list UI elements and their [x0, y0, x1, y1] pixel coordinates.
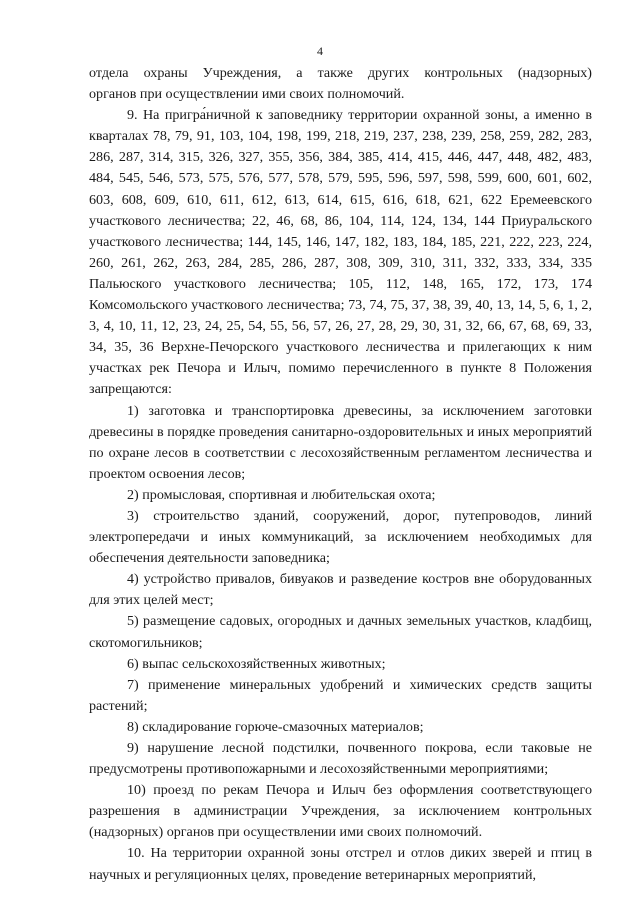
section-9-item-9: 9) нарушение лесной подстилки, почвенного покрова, если таковые не предусмотрены противопожарными и лесохозяйственными мероприятиями;	[89, 740, 592, 778]
section-9-item-6: 6) выпас сельскохозяйственных животных;	[127, 655, 386, 672]
section-9-intro: 9. На пригра́ничной к заповеднику территории охранной зоны, а именно в кварталах 78, 79, 91, 103, 104, 198, 199, 218, 219, 237, 238, 239, 258, 259, 282, 283, 286, 287, 314, 315, 326, 327, 355, 356, 384, 385, 414, 415, 446, 447, 448, 482, 483, 484, 545, 546, 573, 575, 576, 577, 578, 579, 595, 596, 597, 598, 599, 600, 601, 602, 603, 608, 609, 610, 611, 612, 613, 614, 615, 616, 618, 621, 622 Еремеевского участкового лесничества; 22, 46, 68, 86, 104, 114, 124, 134, 144 Приуральского участкового лесничества; 144, 145, 146, 147, 182, 183, 184, 185, 221, 222, 223, 224, 260, 261, 262, 263, 284, 285, 286, 287, 308, 309, 310, 311, 332, 333, 334, 335 Пальюского участкового лесничества; 105, 112, 148, 165, 172, 173, 174 Комсомольского участкового лесничества; 73, 74, 75, 37, 38, 39, 40, 13, 14, 5, 6, 1, 2, 3, 4, 10, 11, 12, 23, 24, 25, 54, 55, 56, 57, 26, 27, 28, 29, 30, 31, 32, 66, 67, 68, 69, 33, 34, 35, 36 Верхне-Печорского участкового лесничества и прилегающих к ним участках рек Печора и Илыч, помимо перечисленного в пункте 8 Положения запрещаются:	[89, 107, 592, 398]
continuation-line-1: отдела охраны Учреждения, а также других контрольных (надзорных)	[89, 65, 592, 81]
section-9-item-1: 1) заготовка и транспортировка древесины, за исключением заготовки древесины в порядке проведения санитарно-оздоровительных и иных мероприятий по охране лесов в соответствии с лесохозяйственным регламентом лесничества и проектом освоения лесов;	[89, 402, 592, 482]
section-9-item-4: 4) устройство привалов, бивуаков и разведение костров вне оборудованных для этих целей мест;	[89, 571, 592, 609]
section-9-item-2: 2) промысловая, спортивная и любительская охота;	[127, 486, 436, 503]
page-number: 4	[317, 44, 323, 58]
section-10-text: 10. На территории охранной зоны отстрел и отлов диких зверей и птиц в научных и регуляционных целях, проведение ветеринарных мероприятий,	[89, 845, 592, 883]
continuation-paragraph	[89, 63, 592, 105]
section-9-item-8: 8) складирование горюче-смазочных материалов;	[127, 718, 424, 735]
section-9-item-7: 7) применение минеральных удобрений и химических средств защиты растений;	[89, 676, 592, 714]
section-9-item-5: 5) размещение садовых, огородных и дачных земельных участков, кладбищ, скотомогильников;	[89, 613, 592, 651]
section-9-item-3: 3) строительство зданий, сооружений, дорог, путепроводов, линий электропередачи и иных коммуникаций, за исключением необходимых для обеспечения деятельности заповедника;	[89, 507, 592, 567]
continuation-line-2: органов при осуществлении ими своих полномочий.	[89, 86, 405, 103]
section-9-item-10: 10) проезд по рекам Печора и Илыч без оформления соответствующего разрешения в администрации Учреждения, за исключением контрольных (надзорных) органов при осуществлении ими своих полномочий.	[89, 782, 592, 841]
document-body	[89, 63, 592, 886]
